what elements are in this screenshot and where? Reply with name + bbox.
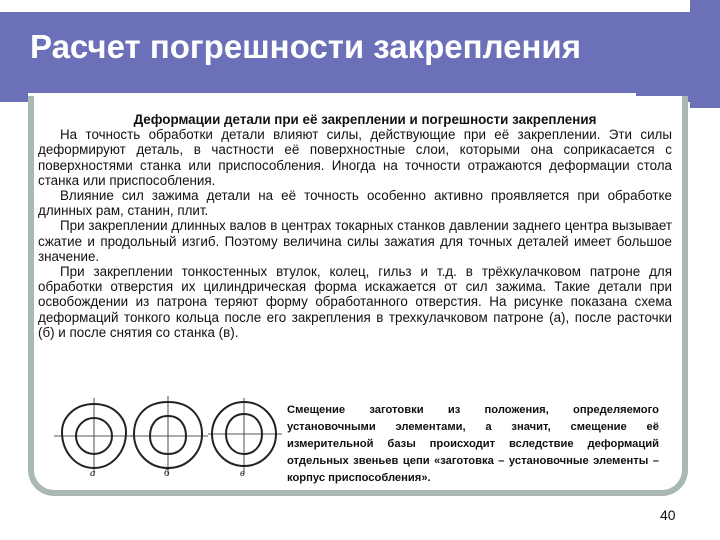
figure-label-b: б	[164, 467, 170, 479]
ring-c	[208, 398, 282, 474]
title-bar-corner	[690, 0, 720, 108]
paragraph-1: На точность обработки детали влияют силы, действующие при её закреплении. Эти силы деформируют деталь, в частности её поверхностные слои, которыми она соприкасается с поверхностями станка или приспособления. Иногда на точности отражаются деформации стола станка или приспособления.	[38, 127, 672, 188]
figure-caption: Смещение заготовки из положения, определяемого установочными элементами, а значит, смещение её измерительной базы происходит вследствие деформаций отдельных звеньев цепи «заготовка – установочные элементы – корпус приспособления».	[287, 404, 659, 484]
body-text	[38, 112, 672, 340]
ring-deformation-figure	[46, 396, 286, 486]
paragraph-2: Влияние сил зажима детали на её точность особенно активно проявляется при обработке длинных рам, станин, плит.	[38, 188, 672, 219]
figure-label-a: а	[90, 467, 96, 479]
ring-a	[54, 398, 134, 474]
section-subtitle: Деформации детали при её закреплении и погрешности закрепления	[133, 112, 597, 127]
paragraph-3: При закреплении длинных валов в центрах токарных станков давлении заднего центра вызывает сжатие и продольный изгиб. Поэтому величина силы зажатия для точных деталей имеет большое значение.	[38, 218, 672, 264]
slide-title: Расчет погрешности закрепления	[30, 28, 581, 65]
page-number: 40	[660, 507, 676, 523]
paragraph-4: При закреплении тонкостенных втулок, колец, гильз и т.д. в трёхкулачковом патроне для обработки отверстия их цилиндрическая форма искажается от сил зажима. Такие детали при освобождении из патрона теряют форму обработанного отверстия. На рисунке показана схема деформаций тонкого кольца после его закрепления в трехкулачковом патроне (а), после расточки (б) и после снятия со станка (в).	[38, 264, 672, 340]
ring-b	[130, 396, 208, 476]
figure-label-c: в	[240, 467, 245, 479]
